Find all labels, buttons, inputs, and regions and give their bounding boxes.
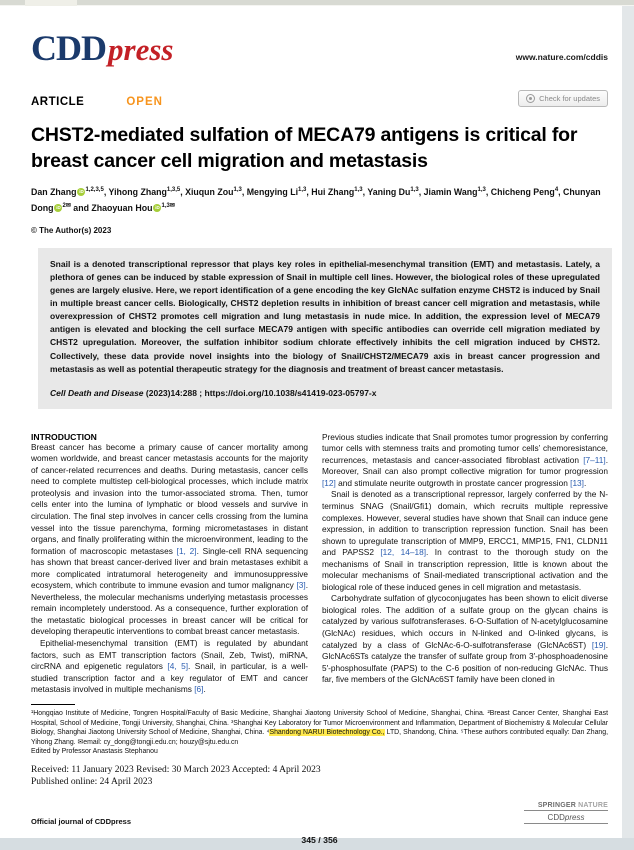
citation-reference[interactable]: [12, 14–18] [380, 547, 427, 558]
body-paragraph: Carbohydrate sulfation of glycoconjugates has been shown to elicit diverse biological roles. The addition of a sulfate group on the glycan chains is catalyzed by various sulfotransferases. 6-O-Sulfation of N-acetylglucosamine (GlcNAc) residues, which occurs in N-linked and O-linked glycans, is catalyzed by a class of GlcNAc-6-O-sulfotransferase (GlcNAc6ST) [19]. GlcNAc6STs catalyze the transfer of sulfate group from 3′-phosphoadenosine 5′-phosphosulfate (PAPS) to the C-6 position of non-reducing GlcNAc. Thus far, five members of the GlcNAc6ST family have been cloned in [322, 593, 608, 685]
open-access-label: OPEN [126, 96, 163, 108]
author-list [31, 183, 608, 215]
citation-line [50, 388, 600, 398]
page-footer [31, 802, 608, 826]
author-name[interactable]: Hui Zhang [311, 186, 355, 197]
citation-reference[interactable]: [19] [591, 639, 606, 650]
journal-header [31, 18, 608, 66]
citation-reference[interactable]: [6] [194, 684, 204, 695]
author-separator: , [180, 186, 186, 197]
citation-reference[interactable]: [3] [296, 580, 306, 591]
logo-rule-bottom [524, 823, 608, 824]
author-separator: , [103, 186, 109, 197]
author-name[interactable]: Xiuqun Zou [185, 186, 234, 197]
author-separator: and [70, 202, 92, 213]
published-line: Published online: 24 April 2023 [31, 777, 153, 787]
author-name[interactable]: Zhaoyuan Hou [91, 202, 153, 213]
author-affiliation-sup: 1,3 [354, 187, 363, 193]
citation-reference[interactable]: [13] [570, 477, 584, 488]
article-type-label: ARTICLE [31, 96, 85, 108]
author-separator: , [241, 186, 247, 197]
left-column [31, 432, 308, 714]
journal-url: www.nature.com/cddis [515, 52, 608, 62]
affiliation-segment: ¹Hongqiao Institute of Medicine, Tongren Hospital/Faculty of Basic Medicine, Shanghai Jiaotong University School of Medicine, Shanghai, China. ²Breast Cancer Center, Shanghai East Hospital, School of Medicine, Tongji University, Shanghai, China. ³Shanghai Key Laboratory for Tumor Microenvironment and Inflammation, Department of Biochemistry & Molecular Cellular Biology, Shanghai Jiaotong University School of Medicine, Shanghai, China. ⁴ [31, 710, 608, 736]
edited-by-line: Edited by Professor Anastasis Stephanou [31, 748, 158, 755]
author-separator: , [306, 186, 312, 197]
author-name[interactable]: Chicheng Peng [490, 186, 555, 197]
author-affiliation-sup: 4 [554, 187, 559, 193]
springer-nature-logo [524, 802, 608, 826]
author-name[interactable]: Yaning Du [367, 186, 411, 197]
body-paragraph: Snail is denoted as a transcriptional repressor, largely conferred by the N-terminus SNAG (Snail/Gfi1) domain, which recruits multiple repressive complexes. However, several studies have shown that Snail can induce gene expression, in addition to transcription repression function. Snail has been shown to upregulate transcription of MMP9, ERCC1, MMP15, FN1, CLDN11 and PAPSS2 [12, 14–18]. In contrast to the thorough study on the mechanisms of Snail in transcription repression, little is known about the molecular mechanisms of Snail-mediated transcriptional activation and the biological role of these induced genes in cell migration and metastasis. [322, 489, 608, 592]
cddpress-footer-wordmark: CDDpress [547, 812, 585, 822]
author-name[interactable]: Jiamin Wang [423, 186, 478, 197]
article-type-row [31, 92, 608, 112]
author-separator: , [485, 186, 491, 197]
author-separator: , [558, 186, 564, 197]
article-page [0, 6, 622, 845]
citation-reference[interactable]: [1, 2] [176, 545, 197, 556]
check-for-updates-icon [526, 94, 535, 103]
body-paragraph: Epithelial-mesenchymal transition (EMT) is regulated by abundant factors, such as EMT transcription factors (Snail, Zeb, Twist), miRNA, circRNA and epigenetic regulators [4, 5]. Snail, in particular, is a well-studied transcription factor and a key regulator of EMT and cancer metastasis involved in multiple mechanisms [6]. [31, 637, 309, 695]
author-affiliation-sup-with-email-icon: 2✉ [62, 202, 71, 209]
citation-reference[interactable]: [7–11] [583, 454, 606, 465]
author-affiliation-sup: 1,3 [410, 187, 419, 193]
author-affiliation-sup-with-email-icon: 1,3✉ [161, 202, 175, 209]
author-affiliation-sup: 1,3 [477, 187, 486, 193]
highlighted-affiliation: Shandong NARUI Biotechnology Co., [269, 729, 385, 736]
abstract-box [38, 248, 612, 409]
author-affiliation-sup: 1,3,5 [166, 187, 181, 193]
window-right-edge[interactable] [622, 6, 634, 838]
springer-nature-wordmark: SPRINGER NATURE [537, 801, 608, 809]
footnote-block [31, 704, 608, 845]
body-columns [31, 432, 608, 714]
copyright-notice: © The Author(s) 2023 [31, 225, 112, 235]
page-number: 345 / 356 [301, 834, 338, 845]
author-affiliation-sup: 1,3 [298, 187, 307, 193]
logo-press-text: press [108, 32, 174, 67]
author-name[interactable]: Dan Zhang [31, 186, 77, 197]
orcid-icon[interactable]: iD [56, 204, 61, 210]
body-paragraph: Previous studies indicate that Snail promotes tumor progression by conferring tumor cells with stemness traits and promoting tumor cells’ chemoresistance, recurrences, metastasis and cancer-associated fibroblast activation [7–11]. Moreover, Snail can also prompt collective migration for tumor progression [12] and stimulate neurite outgrowth in prostate cancer progression [13]. [322, 431, 608, 488]
affiliation-segment: LTD, Shandong, China. ⁵These authors contributed equally: Dan Zhang, Yihong Zhang. ✉email: [31, 729, 609, 746]
article-title: CHST2-mediated sulfation of MECA79 antigens is critical for breast cancer cell migration and metastasis [31, 124, 578, 172]
author-separator: , [418, 186, 424, 197]
affiliations-text [31, 709, 608, 747]
author-separator: , [362, 186, 368, 197]
official-journal-label: Official journal of CDDpress [31, 816, 132, 826]
citation-reference[interactable]: [4, 5] [167, 661, 189, 672]
check-for-updates-label: Check for updates [539, 94, 600, 103]
body-paragraph: Breast cancer has become a primary cause of cancer mortality among women worldwide, and breast cancer metastasis accounts for the majority of cancer-related recurrences and deaths. During metastasis, cancer cells need to complete multistep cell-biological processes, which include matrix proteolysis and invasion into the tumor-associated stroma. Then, tumor cells enter into the lumina of lymphatic or blood vessels and survive in circulation. The final step involves in cancer cells crossing from the lumina vessel into the tissue parenchyma, forming micrometastases in distant organs, and finally proliferating within the microenvironment, leading to the formation of macroscopic metastases [1, 2]. Single-cell RNA sequencing has shown that breast cancer-derived liver and brain metastases exhibit a more complicated intratumoral heterogeneity and immunosuppressive ecosystem, which contribute to immune evasion and tumor malignancy [3]. Nevertheless, the molecular mechanisms underlying metastasis processes remain incompletely understood. As a consequence, further exploration of the metastatic biological processes in breast cancer will be critical for developing therapeutic interventions to combat breast cancer metastasis. [31, 441, 309, 637]
abstract-text: Snail is a denoted transcriptional repressor that plays key roles in epithelial-mesenchymal transition (EMT) and metastasis. Lately, a plethora of genes can be induced by stable expression of Snail in multiple cell lines. However, the biological roles of these upregulated genes are largely elusive. Here, we report identification of a gene encoding the key GlcNAc sulfation enzyme CHST2 is induced by Snail in multiple breast cancer cells. Biologically, CHST2 depletion results in inhibition of breast cancer cell migration and metastasis, while overexpression of CHST2 promotes cell migration and lung metastasis in nude mice. In addition, the expression level of MECA79 antigen is elevated and blocking the cell surface MECA79 antigen with specific antibodies can override cell migration mediated by CHST2 upregulation. Moreover, the sulfation inhibitor sodium chlorate effectively inhibits the cell migration induced by CHST2. Collectively, these data provide novel insights into the biology of Snail/CHST2/MECA79 axis in breast cancer progression and metastasis as well as potential therapeutic strategy for the diagnosis and treatment of breast cancer metastasis. [50, 258, 600, 374]
right-column [322, 432, 608, 714]
citation-reference[interactable]: [12] [322, 477, 336, 488]
author-affiliation-sup: 1,3 [233, 187, 242, 193]
logo-rule-top [524, 810, 608, 811]
author-affiliation-sup: 1,2,3,5 [85, 187, 104, 193]
footnote-divider [31, 704, 75, 705]
received-line: Received: 11 January 2023 Revised: 30 March 2023 Accepted: 4 April 2023 [31, 764, 321, 775]
article-dates [31, 764, 608, 789]
orcid-icon[interactable]: iD [79, 188, 84, 194]
citation-doi-link[interactable]: (2023)14:288 ; https://doi.org/10.1038/s41419-023-05797-x [143, 387, 377, 398]
logo-cdd-text: CDD [31, 28, 106, 68]
author-name[interactable]: Mengying Li [246, 186, 299, 197]
check-for-updates-button[interactable] [518, 90, 608, 107]
email-link[interactable]: houzy@sjtu.edu.cn [179, 738, 239, 746]
introduction-heading: INTRODUCTION [31, 431, 97, 442]
author-name[interactable]: Yihong Zhang [108, 186, 167, 197]
left-column-paragraphs [31, 442, 308, 696]
right-column-paragraphs [322, 432, 608, 686]
author-name[interactable]: Chunyan Dong [31, 186, 601, 213]
cddpress-logo [31, 30, 173, 66]
email-link[interactable]: cy_dong@tongji.edu.cn [103, 738, 176, 746]
orcid-icon[interactable]: iD [155, 204, 160, 210]
citation-journal-name: Cell Death and Disease [50, 387, 144, 398]
affiliation-segment: ; [175, 738, 180, 746]
